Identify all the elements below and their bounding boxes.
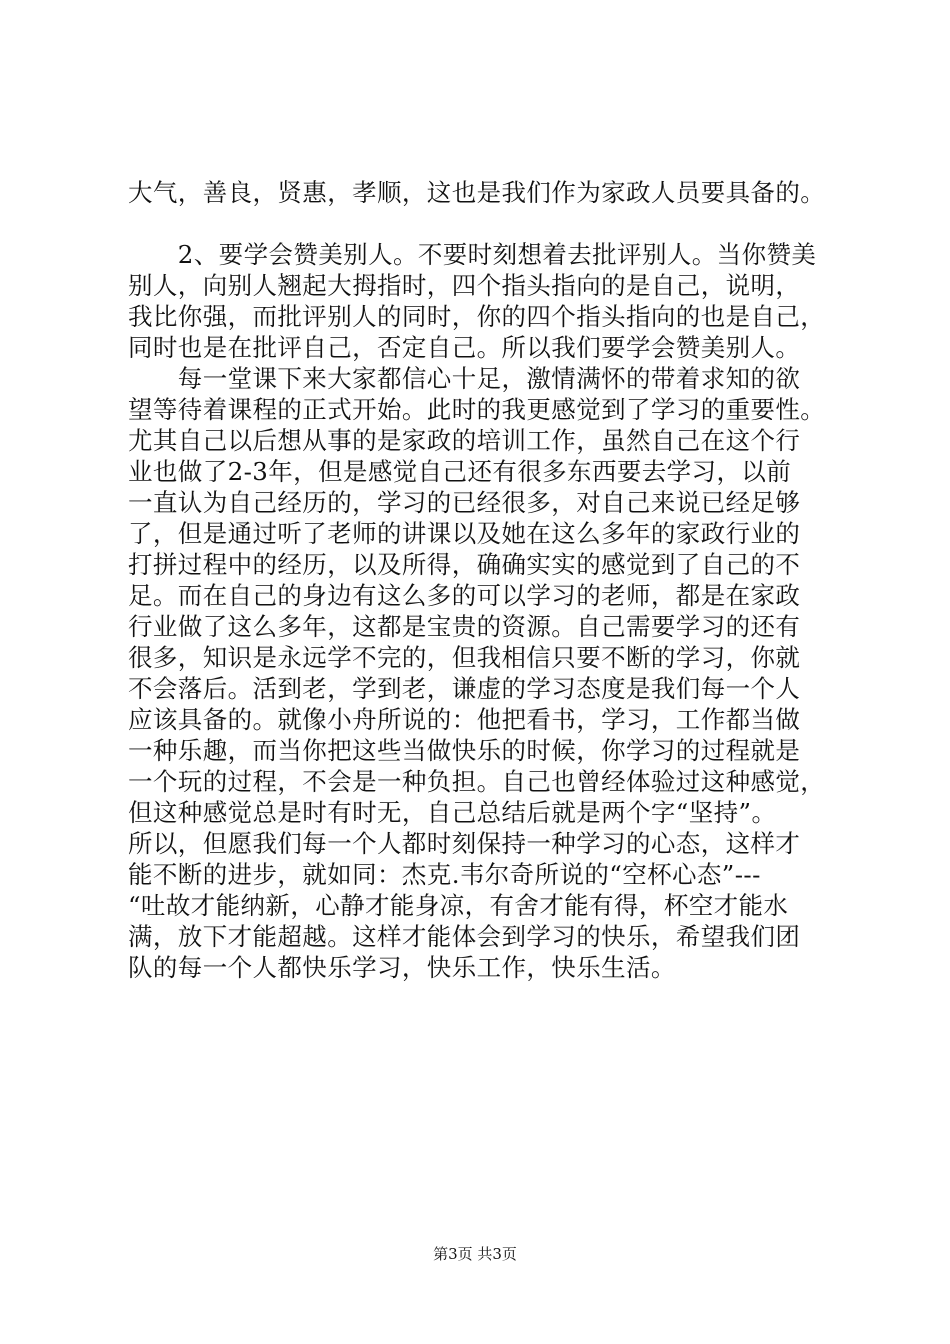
text-line: 足。而在自己的身边有这么多的可以学习的老师，都是在家政 <box>128 581 801 610</box>
text-line: 很多，知识是永远学不完的，但我相信只要不断的学习，你就 <box>128 643 801 672</box>
text-line: 能不断的进步，就如同：杰克.韦尔奇所说的“空杯心态”--- <box>128 860 761 889</box>
text-line: 队的每一个人都快乐学习，快乐工作，快乐生活。 <box>128 953 676 982</box>
text-line: 满，放下才能超越。这样才能体会到学习的快乐，希望我们团 <box>128 922 801 951</box>
text-line: 一种乐趣，而当你把这些当做快乐的时候，你学习的过程就是 <box>128 736 801 765</box>
text-line: 一个玩的过程，不会是一种负担。自己也曾经体验过这种感觉， <box>128 767 826 796</box>
text-line: 2、要学会赞美别人。不要时刻想着去批评别人。当你赞美 <box>128 240 817 269</box>
text-line: 一直认为自己经历的，学习的已经很多，对自己来说已经足够 <box>128 488 801 517</box>
text-line: 了，但是通过听了老师的讲课以及她在这么多年的家政行业的 <box>128 519 801 548</box>
page-number-footer: 第3页 共3页 <box>433 1245 517 1263</box>
text-line: 同时也是在批评自己，否定自己。所以我们要学会赞美别人。 <box>128 333 801 362</box>
text-line: 但这种感觉总是时有时无，自己总结后就是两个字“坚持”。 <box>128 798 777 827</box>
text-line: 业也做了2-3年，但是感觉自己还有很多东西要去学习，以前 <box>128 457 792 486</box>
text-line: 望等待着课程的正式开始。此时的我更感觉到了学习的重要性。 <box>128 395 826 424</box>
text-line: 所以，但愿我们每一个人都时刻保持一种学习的心态，这样才 <box>128 829 801 858</box>
text-line: 应该具备的。就像小舟所说的：他把看书，学习，工作都当做 <box>128 705 801 734</box>
text-line: 别人，向别人翘起大拇指时，四个指头指向的是自己，说明， <box>128 271 801 300</box>
text-line: 行业做了这么多年，这都是宝贵的资源。自己需要学习的还有 <box>128 612 801 641</box>
text-line: 大气，善良，贤惠，孝顺，这也是我们作为家政人员要具备的。 <box>128 178 826 207</box>
text-line: 不会落后。活到老，学到老，谦虚的学习态度是我们每一个人 <box>128 674 801 703</box>
text-line: 我比你强，而批评别人的同时，你的四个指头指向的也是自己， <box>128 302 826 331</box>
text-line: “吐故才能纳新，心静才能身凉，有舍才能有得，杯空才能水 <box>128 891 789 920</box>
text-line: 尤其自己以后想从事的是家政的培训工作，虽然自己在这个行 <box>128 426 801 455</box>
text-line: 每一堂课下来大家都信心十足，激情满怀的带着求知的欲 <box>128 364 801 393</box>
text-line: 打拼过程中的经历，以及所得，确确实实的感觉到了自己的不 <box>128 550 801 579</box>
